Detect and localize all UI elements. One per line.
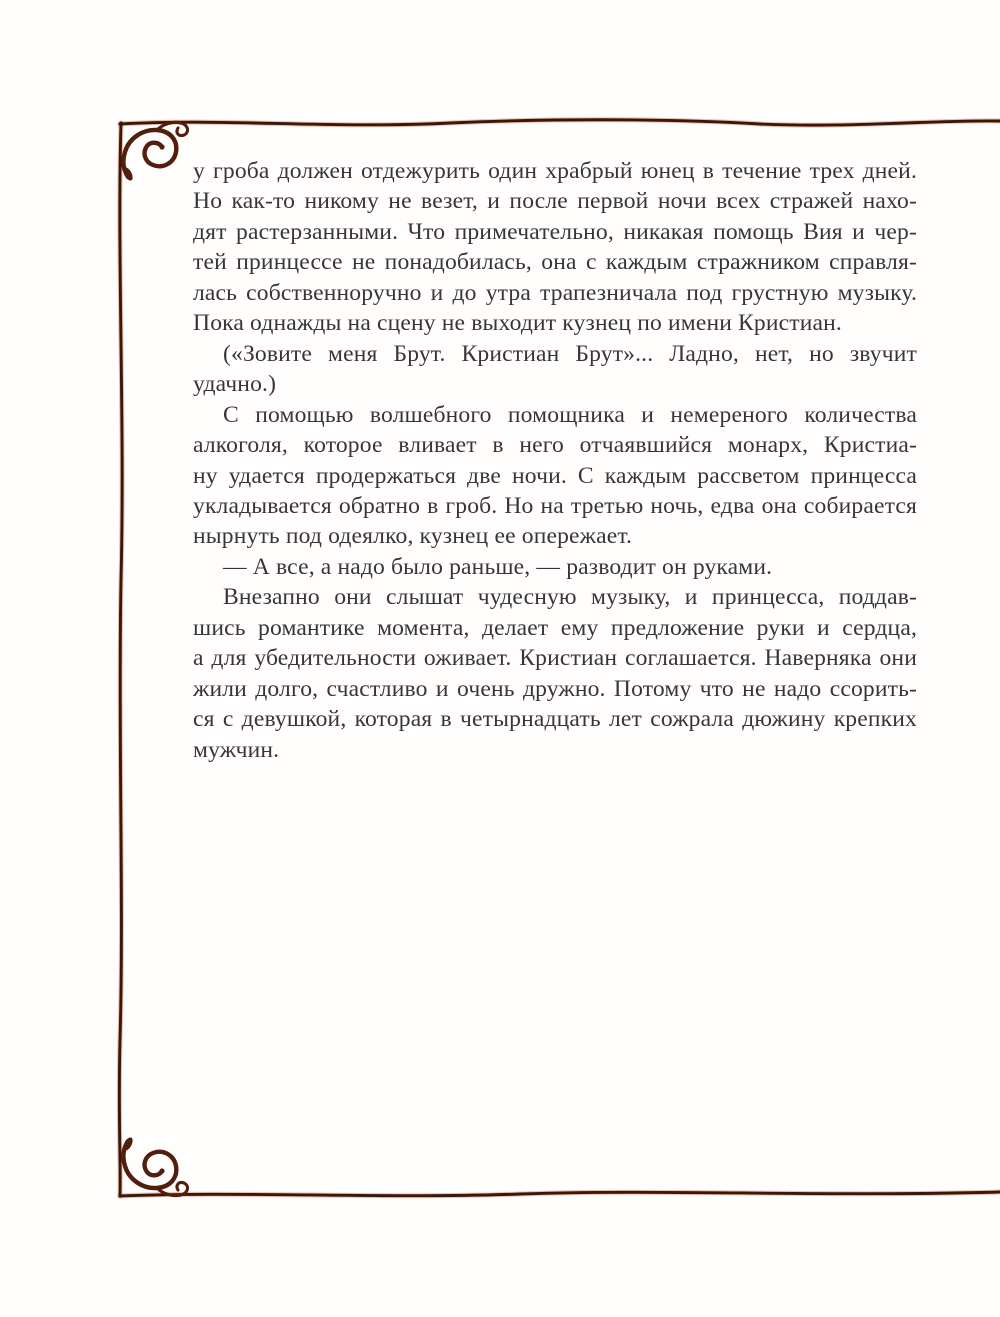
text-line: лась собственноручно и до утра трапезничала под грустную музыку. bbox=[193, 279, 917, 306]
text-line: а для убедительности оживает. Кристиан соглашается. Наверняка они bbox=[193, 645, 917, 672]
border-left-line bbox=[119, 123, 122, 1196]
paragraph bbox=[193, 582, 917, 765]
text-line: нырнуть под одеялко, кузнец ее опережает. bbox=[193, 523, 633, 550]
text-line: удачно.) bbox=[193, 371, 277, 398]
top-left-flourish-icon bbox=[121, 122, 187, 182]
text-line: ся с девушкой, которая в четырнадцать лет сожрала дюжину крепких bbox=[193, 706, 917, 733]
paragraph bbox=[193, 156, 917, 339]
text-line: («Зовите меня Брут. Кристиан Брут»... Ладно, нет, но звучит bbox=[223, 340, 917, 367]
bottom-left-flourish-icon bbox=[121, 1136, 187, 1196]
text-line: Но как-то никому не везет, и после первой ночи всех стражей нахо- bbox=[193, 188, 917, 215]
text-line: жили долго, счастливо и очень дружно. Потому что не надо ссорить- bbox=[193, 675, 917, 702]
border-top-line bbox=[120, 120, 1000, 125]
text-line: мужчин. bbox=[193, 736, 280, 763]
border-bottom-line bbox=[120, 1192, 1000, 1196]
text-line: алкоголя, которое вливает в него отчаявшийся монарх, Кристиа- bbox=[193, 432, 917, 459]
page-text bbox=[193, 156, 917, 765]
text-line: укладывается обратно в гроб. Но на третью ночь, едва она собирается bbox=[193, 492, 917, 519]
text-line: — А все, а надо было раньше, — разводит он руками. bbox=[223, 553, 773, 580]
paragraph bbox=[193, 400, 917, 552]
text-line: шись романтике момента, делает ему предложение руки и сердца, bbox=[193, 614, 917, 641]
text-line: Пока однажды на сцену не выходит кузнец по имени Кристиан. bbox=[193, 310, 842, 337]
text-line: С помощью волшебного помощника и немереного количества bbox=[223, 401, 917, 428]
text-line: Внезапно они слышат чудесную музыку, и принцесса, поддав- bbox=[223, 584, 917, 611]
text-line: тей принцессе не понадобилась, она с каждым стражником справля- bbox=[193, 249, 917, 276]
paragraph bbox=[193, 552, 917, 582]
text-line: ну удается продержаться две ночи. С каждым рассветом принцесса bbox=[193, 462, 917, 489]
text-line: у гроба должен отдежурить один храбрый юнец в течение трех дней. bbox=[193, 158, 917, 184]
text-line: дят растерзанными. Что примечательно, никакая помощь Вия и чер- bbox=[193, 218, 917, 245]
paragraph bbox=[193, 339, 917, 400]
